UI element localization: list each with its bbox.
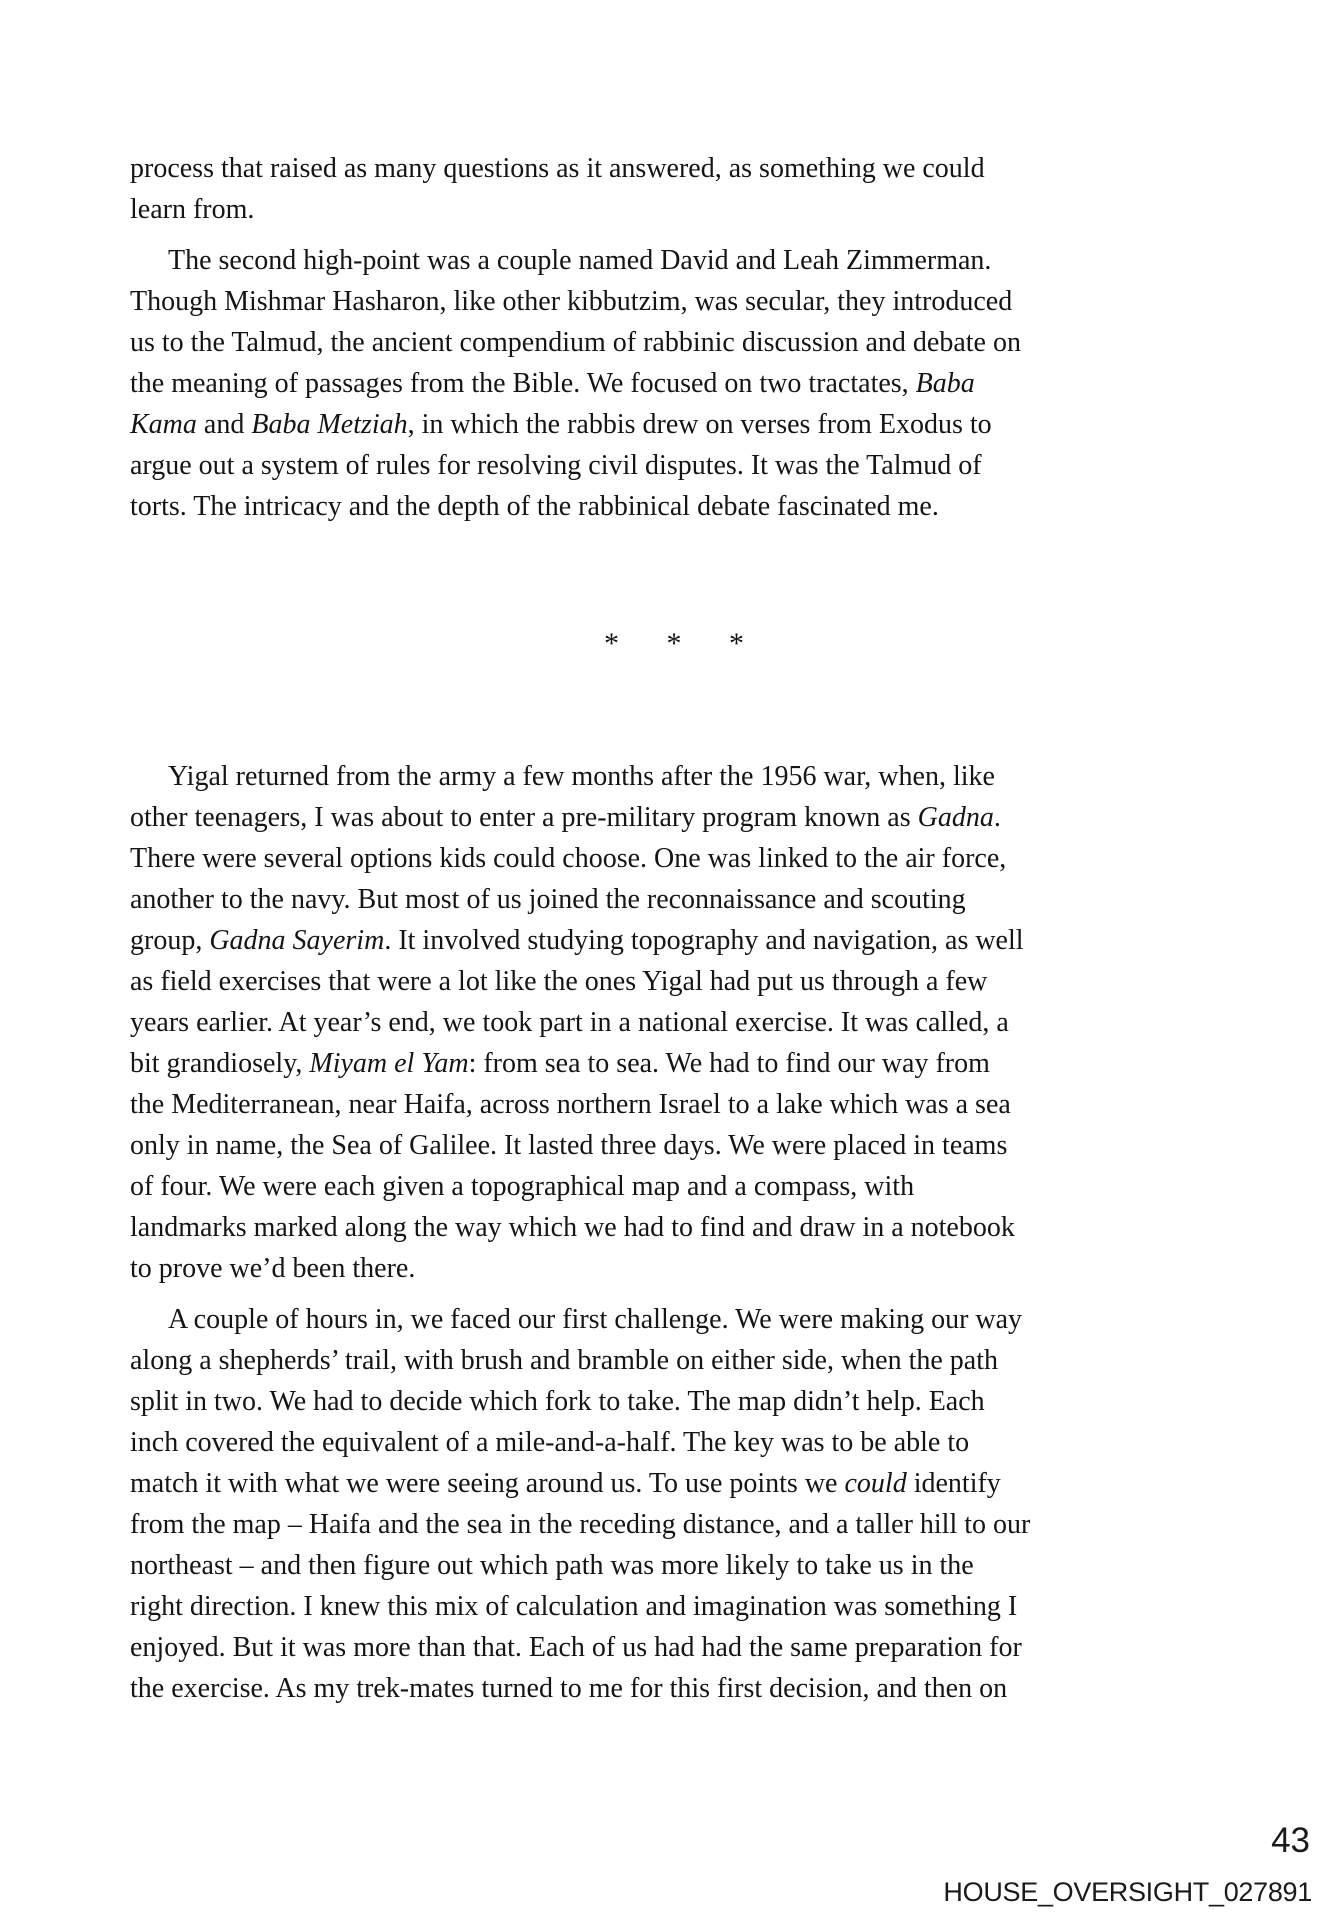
text-line: enjoyed. But it was more than that. Each of us had had the same preparation for (130, 1632, 1022, 1663)
text-line: A couple of hours in, we faced our first challenge. We were making our way (168, 1304, 1023, 1335)
text-line: the exercise. As my trek-mates turned to me for this first decision, and then on (130, 1673, 1008, 1704)
text-line: split in two. We had to decide which fork to take. The map didn’t help. Each (130, 1386, 985, 1417)
text-line: as field exercises that were a lot like the ones Yigal had put us through a few (130, 966, 988, 997)
text-line: learn from. (130, 194, 255, 225)
text-line: process that raised as many questions as it answered, as something we could (130, 153, 985, 184)
paragraph (130, 240, 1200, 527)
text-line: bit grandiosely, Miyam el Yam: from sea to sea. We had to find our way from (130, 1048, 990, 1079)
page-number: 43 (1271, 1821, 1310, 1860)
text-line: us to the Talmud, the ancient compendium of rabbinic discussion and debate on (130, 327, 1021, 358)
text-line: along a shepherds’ trail, with brush and bramble on either side, when the path (130, 1345, 999, 1376)
text-line: group, Gadna Sayerim. It involved studying topography and navigation, as well (130, 925, 1024, 956)
text-line: the meaning of passages from the Bible. We focused on two tractates, Baba (130, 368, 975, 399)
text-line: another to the navy. But most of us joined the reconnaissance and scouting (130, 884, 966, 915)
text-line: Kama and Baba Metziah, in which the rabbis drew on verses from Exodus to (130, 409, 992, 440)
bates-number: HOUSE_OVERSIGHT_027891 (943, 1877, 1312, 1907)
text-line: There were several options kids could choose. One was linked to the air force, (130, 843, 1007, 874)
text-line: right direction. I knew this mix of calculation and imagination was something I (130, 1591, 1018, 1622)
text-line: from the map – Haifa and the sea in the receding distance, and a taller hill to our (130, 1509, 1031, 1540)
page-text (130, 148, 1200, 1709)
text-line: landmarks marked along the way which we had to find and draw in a notebook (130, 1212, 1015, 1243)
text-line: the Mediterranean, near Haifa, across northern Israel to a lake which was a sea (130, 1089, 1011, 1120)
paragraph (130, 756, 1200, 1289)
text-line: inch covered the equivalent of a mile-and-a-half. The key was to be able to (130, 1427, 970, 1458)
text-line: match it with what we were seeing around us. To use points we could identify (130, 1468, 1001, 1499)
text-section-top (130, 148, 1200, 527)
paragraph (130, 1299, 1200, 1709)
text-line: Yigal returned from the army a few months after the 1956 war, when, like (168, 761, 995, 792)
text-line: Though Mishmar Hasharon, like other kibbutzim, was secular, they introduced (130, 286, 1013, 317)
text-section-bottom (130, 756, 1200, 1709)
paragraph (130, 148, 1200, 230)
text-line: northeast – and then figure out which path was more likely to take us in the (130, 1550, 974, 1581)
section-separator: * * * (604, 627, 744, 660)
text-line: to prove we’d been there. (130, 1253, 416, 1284)
text-line: argue out a system of rules for resolving civil disputes. It was the Talmud of (130, 450, 982, 481)
text-line: torts. The intricacy and the depth of the rabbinical debate fascinated me. (130, 491, 939, 522)
text-line: The second high-point was a couple named David and Leah Zimmerman. (168, 245, 992, 276)
text-line: of four. We were each given a topographical map and a compass, with (130, 1171, 915, 1202)
text-line: years earlier. At year’s end, we took part in a national exercise. It was called, a (130, 1007, 1009, 1038)
text-line: only in name, the Sea of Galilee. It lasted three days. We were placed in teams (130, 1130, 1008, 1161)
text-line: other teenagers, I was about to enter a pre-military program known as Gadna. (130, 802, 1001, 833)
